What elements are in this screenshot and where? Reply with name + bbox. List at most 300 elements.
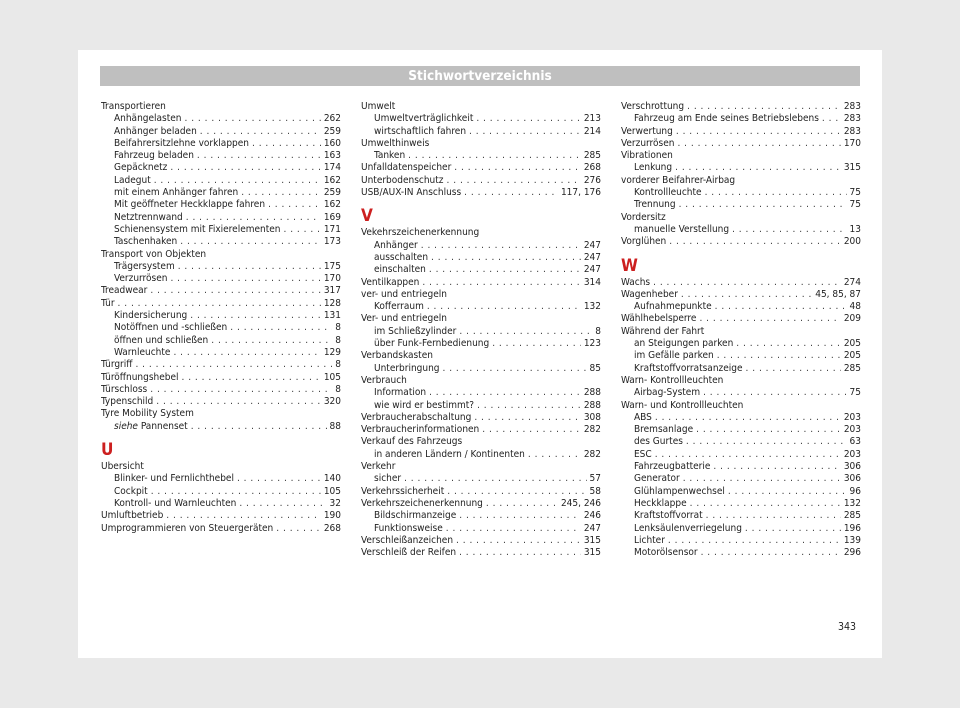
index-entry [361, 175, 601, 187]
index-subentry [621, 510, 861, 522]
index-subentry [101, 421, 341, 433]
page-reference: 285 [583, 150, 601, 162]
dot-leader [459, 326, 592, 338]
page-reference: 283 [843, 101, 861, 112]
page-reference: 13 [849, 223, 861, 235]
index-entry [361, 461, 601, 473]
page-reference: 315 [583, 547, 601, 559]
page-number: 343 [838, 621, 857, 633]
dot-leader [822, 113, 841, 125]
index-subentry [101, 224, 341, 236]
page-reference: 190 [323, 510, 341, 522]
entry-term: Airbag-System [634, 387, 701, 399]
index-subentry [101, 150, 341, 162]
page-reference: 283 [843, 125, 861, 137]
page-reference: 75 [849, 187, 861, 199]
page-reference: 170 [323, 273, 341, 285]
index-entry [621, 150, 861, 162]
index-subentry [361, 473, 601, 485]
dot-leader [528, 449, 581, 461]
dot-leader [447, 175, 581, 187]
entry-term: Verzurrösen [114, 273, 168, 285]
index-subentry [361, 449, 601, 461]
index-subentry [361, 523, 601, 535]
entry-term: Bildschirmanzeige [374, 510, 457, 522]
index-subentry [621, 350, 861, 362]
index-subentry [361, 252, 601, 264]
dot-leader [745, 523, 841, 535]
entry-term: manuelle Verstellung [634, 223, 730, 235]
entry-term: Verschleißanzeichen [361, 534, 454, 546]
page-reference: 173 [323, 236, 341, 248]
page-reference: 162 [323, 199, 341, 211]
page-header: Stichwortverzeichnis [100, 66, 860, 86]
index-entry [621, 375, 861, 387]
page-reference: 123 [583, 338, 601, 350]
dot-leader [429, 264, 581, 276]
entry-term: Generator [634, 473, 680, 485]
entry-term: Warn- und Kontrollleuchten [621, 399, 744, 411]
dot-leader [668, 535, 841, 547]
page-reference: 276 [583, 174, 601, 186]
index-entry [361, 350, 601, 362]
index-subentry [101, 273, 341, 285]
dot-leader [476, 113, 580, 125]
dot-leader [713, 461, 840, 473]
index-entry [621, 126, 861, 138]
entry-term: Kontrollleuchte [634, 187, 702, 199]
entry-term: USB/AUX-IN Anschluss [361, 187, 462, 199]
page-reference: 8 [335, 322, 341, 334]
entry-term: in anderen Ländern / Kontinenten [374, 448, 525, 460]
dot-leader [185, 113, 321, 125]
index-subentry [621, 461, 861, 473]
index-entry [361, 289, 601, 301]
entry-term: an Steigungen parken [634, 338, 734, 350]
page-reference: 317 [323, 285, 341, 297]
dot-leader [687, 101, 841, 113]
dot-leader [732, 224, 846, 236]
page-reference: 171 [323, 223, 341, 235]
entry-term: Trägersystem [114, 260, 175, 272]
entry-term: Umweltverträglichkeit [374, 113, 474, 125]
dot-leader [675, 162, 841, 174]
index-entry [101, 396, 341, 408]
page-reference: 209 [843, 313, 861, 325]
page-reference: 131 [323, 310, 341, 322]
dot-leader [431, 252, 581, 264]
index-subentry [621, 424, 861, 436]
entry-term: Motorölsensor [634, 547, 698, 559]
page-reference: 57 [589, 473, 601, 485]
dot-leader [669, 236, 841, 248]
entry-term: Tür [101, 297, 115, 309]
dot-leader [699, 313, 840, 325]
index-entry [621, 101, 861, 113]
index-entry [101, 372, 341, 384]
page-reference: 105 [323, 485, 341, 497]
index-entry [621, 313, 861, 325]
page-reference: 8 [335, 383, 341, 395]
entry-term: Verbraucherabschaltung [361, 411, 472, 423]
index-subentry [361, 150, 601, 162]
index-column-3 [621, 101, 861, 559]
dot-leader [178, 261, 321, 273]
page-reference: 139 [843, 534, 861, 546]
page-reference: 259 [323, 187, 341, 199]
page-reference: 268 [323, 522, 341, 534]
entry-term: Funktionsweise [374, 522, 443, 534]
dot-leader [717, 350, 841, 362]
dot-leader [230, 322, 332, 334]
index-subentry [621, 363, 861, 375]
index-entry [101, 510, 341, 522]
entry-term: Verwertung [621, 125, 673, 137]
page-reference: 32 [329, 497, 341, 509]
page-reference: 48 [849, 301, 861, 313]
index-subentry [621, 523, 861, 535]
index-subentry [101, 113, 341, 125]
page-reference: 175 [323, 260, 341, 272]
index-entry [361, 138, 601, 150]
index-column-2 [361, 101, 601, 559]
entry-term: Verbraucherinformationen [361, 424, 480, 436]
dot-leader [690, 498, 841, 510]
index-entry [101, 408, 341, 420]
index-subentry [361, 326, 601, 338]
entry-term: Ladegut [114, 174, 151, 186]
dot-leader [454, 162, 581, 174]
page-reference: 75 [849, 387, 861, 399]
index-entry [361, 227, 601, 239]
page-reference: 132 [843, 497, 861, 509]
page-reference: 162 [323, 174, 341, 186]
index-entry [361, 486, 601, 498]
dot-leader [459, 510, 581, 522]
entry-term: Kraftstoffvorratsanzeige [634, 362, 743, 374]
entry-term: Ventilkappen [361, 276, 420, 288]
entry-term: einschalten [374, 264, 426, 276]
index-entry [621, 326, 861, 338]
page-reference: 196 [843, 522, 861, 534]
page-reference: 128 [323, 297, 341, 309]
page-reference: 129 [323, 346, 341, 358]
entry-term: Lenkung [634, 162, 673, 174]
page-reference: 320 [323, 396, 341, 408]
entry-term: Bremsanlage [634, 424, 694, 436]
dot-leader [676, 126, 841, 138]
entry-term: Wachs [621, 276, 651, 288]
page-reference: 132 [583, 301, 601, 313]
dot-leader [118, 298, 321, 310]
index-subentry [101, 126, 341, 138]
dot-leader [211, 335, 332, 347]
dot-leader [268, 199, 321, 211]
page-reference: 205 [843, 338, 861, 350]
entry-term: Fahrzeug beladen [114, 150, 194, 162]
index-subentry [361, 338, 601, 350]
entry-term-text: Pannenset [137, 420, 188, 432]
index-entry [101, 249, 341, 261]
page-reference: 75 [849, 199, 861, 211]
entry-term: Verbandskasten [361, 350, 433, 362]
index-entry [621, 175, 861, 187]
entry-term: Taschenhaken [114, 236, 178, 248]
index-subentry [621, 498, 861, 510]
page-reference: 262 [323, 113, 341, 125]
dot-leader [421, 240, 581, 252]
entry-see-reference: siehe [114, 420, 138, 432]
entry-term: mit einem Anhänger fahren [114, 187, 239, 199]
entry-term: Anhänger beladen [114, 125, 197, 137]
entry-term: sicher [374, 473, 402, 485]
dot-leader [200, 126, 321, 138]
dot-leader [170, 162, 320, 174]
entry-term: ausschalten [374, 251, 429, 263]
entry-term: im Gefälle parken [634, 350, 714, 362]
index-subentry [621, 387, 861, 399]
entry-term: Verkehrssicherheit [361, 485, 445, 497]
entry-term: ABS [634, 411, 652, 423]
dot-leader [422, 277, 580, 289]
entry-term: Typenschild [101, 396, 154, 408]
index-subentry [101, 335, 341, 347]
page-reference: 285 [843, 362, 861, 374]
entry-term: im Schließzylinder [374, 325, 457, 337]
index-subentry [361, 387, 601, 399]
entry-term: Vorglühen [621, 236, 667, 248]
entry-term: Umwelt [361, 101, 396, 112]
index-subentry [621, 162, 861, 174]
dot-leader [156, 396, 321, 408]
index-entry [621, 289, 861, 301]
entry-term: Vibrationen [621, 150, 673, 162]
dot-leader [477, 400, 581, 412]
entry-term: Während der Fahrt [621, 325, 705, 337]
dot-leader [284, 224, 321, 236]
page-reference: 203 [843, 424, 861, 436]
page-reference: 105 [323, 371, 341, 383]
entry-term: Heckklappe [634, 497, 687, 509]
entry-term: Notöffnen und -schließen [114, 322, 228, 334]
dot-leader [715, 301, 847, 313]
index-subentry [361, 240, 601, 252]
page-reference: 169 [323, 211, 341, 223]
entry-term: Beifahrersitzlehne vorklappen [114, 137, 249, 149]
dot-leader [166, 510, 321, 522]
page-reference: 85 [589, 362, 601, 374]
entry-term: Umluftbetrieb [101, 510, 164, 522]
index-subentry [621, 338, 861, 350]
index-entry [361, 412, 601, 424]
entry-term: Transportieren [101, 101, 166, 112]
page-reference: 160 [323, 137, 341, 149]
page-reference: 45, 85, 87 [815, 288, 861, 300]
index-subentry [621, 187, 861, 199]
page-reference: 245, 246 [560, 497, 601, 509]
dot-leader [427, 301, 581, 313]
index-entry [361, 187, 601, 199]
entry-term: Transport von Objekten [101, 248, 207, 260]
index-subentry [621, 301, 861, 313]
entry-term: Fahrzeug am Ende seines Betriebslebens [634, 113, 819, 125]
entry-term: Glühlampenwechsel [634, 485, 725, 497]
dot-leader [170, 273, 320, 285]
entry-term: Kraftstoffvorrat [634, 510, 703, 522]
entry-term: Treadwear [101, 285, 148, 297]
dot-leader [186, 212, 321, 224]
index-subentry [621, 486, 861, 498]
entry-term [114, 421, 188, 433]
dot-leader [469, 126, 581, 138]
entry-term: Fahrzeugbatterie [634, 461, 711, 473]
entry-term: Verzurrösen [621, 137, 675, 149]
dot-leader [191, 421, 327, 433]
entry-term: Kindersicherung [114, 310, 188, 322]
page-reference: 285 [843, 510, 861, 522]
index-subentry [101, 175, 341, 187]
dot-leader [655, 449, 841, 461]
entry-term: Ver- und entriegeln [361, 313, 448, 325]
index-subentry [361, 301, 601, 313]
index-subentry [621, 224, 861, 236]
entry-term: Umwelthinweis [361, 137, 430, 149]
entry-term: Verschleiß der Reifen [361, 547, 457, 559]
page-reference: 140 [323, 473, 341, 485]
page-reference: 174 [323, 162, 341, 174]
dot-leader [151, 486, 321, 498]
dot-leader [696, 424, 841, 436]
index-subentry [621, 436, 861, 448]
dot-leader [705, 187, 847, 199]
entry-term: Wagenheber [621, 288, 678, 300]
page-reference: 246 [583, 510, 601, 522]
dot-leader [154, 175, 321, 187]
dot-leader [276, 523, 321, 535]
dot-leader [706, 510, 841, 522]
dot-leader [404, 473, 586, 485]
page-reference: 203 [843, 448, 861, 460]
dot-leader [677, 138, 840, 150]
entry-term: Warnleuchte [114, 346, 171, 358]
index-entry [361, 436, 601, 448]
dot-leader [492, 338, 581, 350]
index-entry [361, 101, 601, 113]
entry-term: Gepäcknetz [114, 162, 168, 174]
page-reference: 259 [323, 125, 341, 137]
dot-leader [474, 412, 580, 424]
page-reference: 288 [583, 399, 601, 411]
dot-leader [252, 138, 321, 150]
entry-term: Türöffnungshebel [101, 371, 179, 383]
dot-leader [728, 486, 847, 498]
page-reference: 213 [583, 113, 601, 125]
dot-leader [190, 310, 321, 322]
index-subentry [101, 310, 341, 322]
page-reference: 58 [589, 485, 601, 497]
entry-term: ver- und entriegeln [361, 288, 447, 300]
page-reference: 308 [583, 411, 601, 423]
index-subentry [361, 400, 601, 412]
entry-term: Wählhebelsperre [621, 313, 697, 325]
entry-term: Kontroll- und Warnleuchten [114, 497, 237, 509]
index-entry [621, 212, 861, 224]
page-reference: 314 [583, 276, 601, 288]
entry-term: wie wird er bestimmt? [374, 399, 475, 411]
index-subentry [621, 449, 861, 461]
index-entry [361, 277, 601, 289]
dot-leader [746, 363, 841, 375]
page-reference: 282 [583, 448, 601, 460]
index-subentry [621, 113, 861, 125]
page-reference: 247 [583, 239, 601, 251]
index-entry [361, 498, 601, 510]
dot-leader [482, 424, 581, 436]
page-reference: 170 [843, 137, 861, 149]
page-reference: 247 [583, 251, 601, 263]
dot-leader [683, 473, 841, 485]
page-reference: 8 [595, 325, 601, 337]
index-subentry [361, 510, 601, 522]
dot-leader [459, 547, 581, 559]
entry-term: des Gurtes [634, 436, 683, 448]
entry-term: Lichter [634, 534, 665, 546]
index-subentry [101, 236, 341, 248]
page-reference: 214 [583, 125, 601, 137]
page-reference: 315 [843, 162, 861, 174]
entry-term: Warn- Kontrollleuchten [621, 374, 724, 386]
index-entry [361, 375, 601, 387]
index-subentry [621, 199, 861, 211]
page-reference: 8 [335, 359, 341, 371]
page-reference: 117, 176 [560, 187, 601, 199]
page-reference: 296 [843, 547, 861, 559]
entry-term: Blinker- und Fernlichthebel [114, 473, 234, 485]
dot-leader [655, 412, 841, 424]
index-subentry [101, 498, 341, 510]
index-column-1 [101, 101, 341, 535]
dot-leader [241, 187, 321, 199]
page-reference: 203 [843, 411, 861, 423]
page-reference: 283 [843, 113, 861, 125]
dot-leader [173, 347, 320, 359]
index-entry [621, 277, 861, 289]
dot-leader [429, 387, 581, 399]
index-subentry [101, 187, 341, 199]
index-subentry [101, 212, 341, 224]
dot-leader [180, 236, 321, 248]
index-entry [621, 138, 861, 150]
index-subentry [101, 322, 341, 334]
index-entry [361, 547, 601, 559]
entry-term: Unfalldatenspeicher [361, 162, 452, 174]
index-subentry [621, 547, 861, 559]
entry-term: Tyre Mobility System [101, 408, 194, 420]
entry-term: Trennung [634, 199, 676, 211]
page-reference: 315 [583, 534, 601, 546]
page-reference: 306 [843, 461, 861, 473]
dot-leader [703, 387, 846, 399]
index-entry [101, 298, 341, 310]
entry-term: Verkehr [361, 461, 396, 473]
index-entry [101, 101, 341, 113]
index-subentry [621, 535, 861, 547]
index-subentry [101, 138, 341, 150]
index-subentry [101, 199, 341, 211]
entry-term: Unterbringung [374, 362, 440, 374]
entry-term: Information [374, 387, 427, 399]
entry-term: über Funk-Fernbedienung [374, 338, 490, 350]
